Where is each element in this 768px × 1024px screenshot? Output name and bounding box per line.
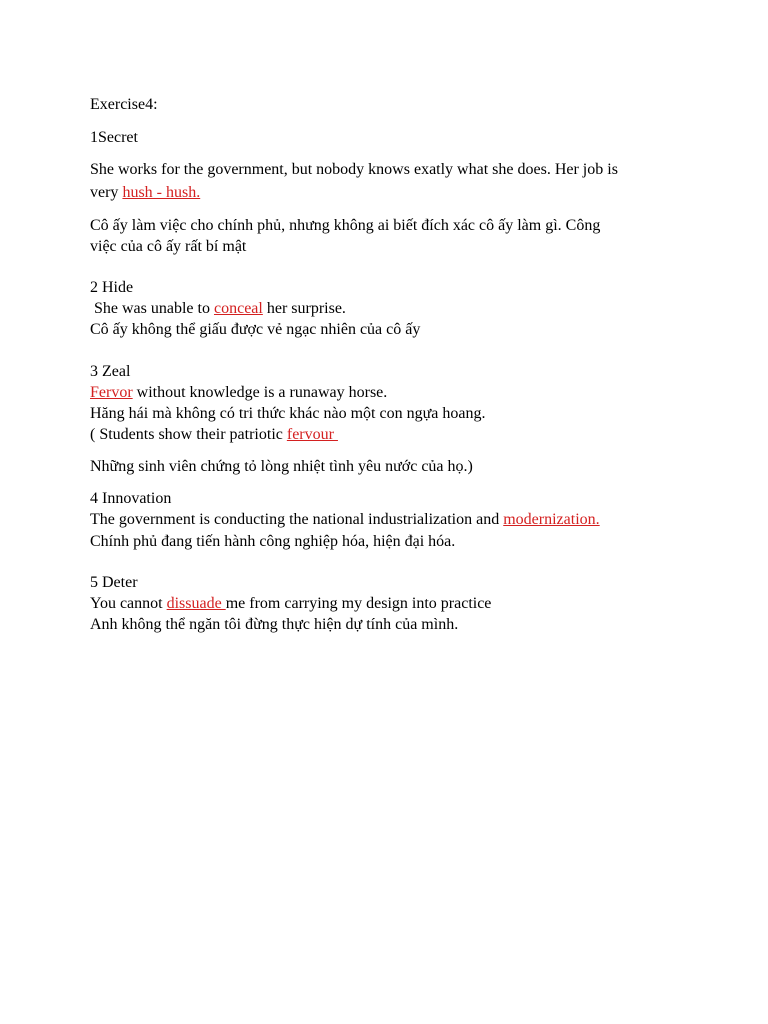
example-zeal-2-prefix: ( Students show their patriotic	[90, 426, 287, 443]
translation-deter: Anh không thể ngăn tôi đừng thực hiện dự tính của mình.	[90, 616, 459, 633]
example-secret-prefix: very	[90, 184, 123, 201]
highlight-zeal-2: fervour	[286, 426, 338, 443]
example-innovation-prefix: The government is conducting the national industrialization and	[90, 511, 504, 528]
highlight-hide: conceal	[213, 300, 263, 317]
example-deter	[90, 593, 491, 614]
highlight-zeal: Fervor	[90, 384, 133, 401]
example-hide	[90, 298, 346, 319]
example-innovation	[90, 509, 600, 530]
item-heading-innovation: 4 Innovation	[90, 490, 172, 507]
example-secret-line1: She works for the government, but nobody knows exatly what she does. Her job is	[90, 161, 618, 178]
translation-zeal: Hăng hái mà không có tri thức khác nào một con ngựa hoang.	[90, 405, 486, 422]
example-zeal	[90, 382, 387, 403]
example-hide-suffix: her surprise.	[262, 300, 346, 317]
example-secret-line2	[90, 182, 200, 203]
example-zeal-2	[90, 424, 338, 445]
translation-zeal-2: Những sinh viên chứng tỏ lòng nhiệt tình yêu nước của họ.)	[90, 458, 473, 475]
example-zeal-suffix: without knowledge is a runaway horse.	[132, 384, 388, 401]
document-title: Exercise4:	[90, 96, 158, 113]
highlight-deter: dissuade	[166, 595, 226, 612]
item-heading-hide: 2 Hide	[90, 279, 134, 296]
translation-secret-line2: việc của cô ấy rất bí mật	[90, 238, 247, 255]
example-deter-prefix: You cannot	[90, 595, 167, 612]
example-hide-prefix: She was unable to	[90, 300, 214, 317]
highlight-secret: hush - hush.	[122, 184, 201, 201]
item-heading-zeal: 3 Zeal	[90, 363, 131, 380]
item-heading-deter: 5 Deter	[90, 574, 138, 591]
highlight-innovation: modernization.	[503, 511, 600, 528]
translation-secret-line1: Cô ấy làm việc cho chính phủ, nhưng không ai biết đích xác cô ấy làm gì. Công	[90, 217, 601, 234]
example-deter-suffix: me from carrying my design into practice	[225, 595, 492, 612]
translation-innovation: Chính phủ đang tiến hành công nghiệp hóa, hiện đại hóa.	[90, 533, 456, 550]
item-heading-secret: 1Secret	[90, 129, 138, 146]
translation-hide: Cô ấy không thể giấu được vẻ ngạc nhiên của cô ấy	[90, 321, 421, 338]
